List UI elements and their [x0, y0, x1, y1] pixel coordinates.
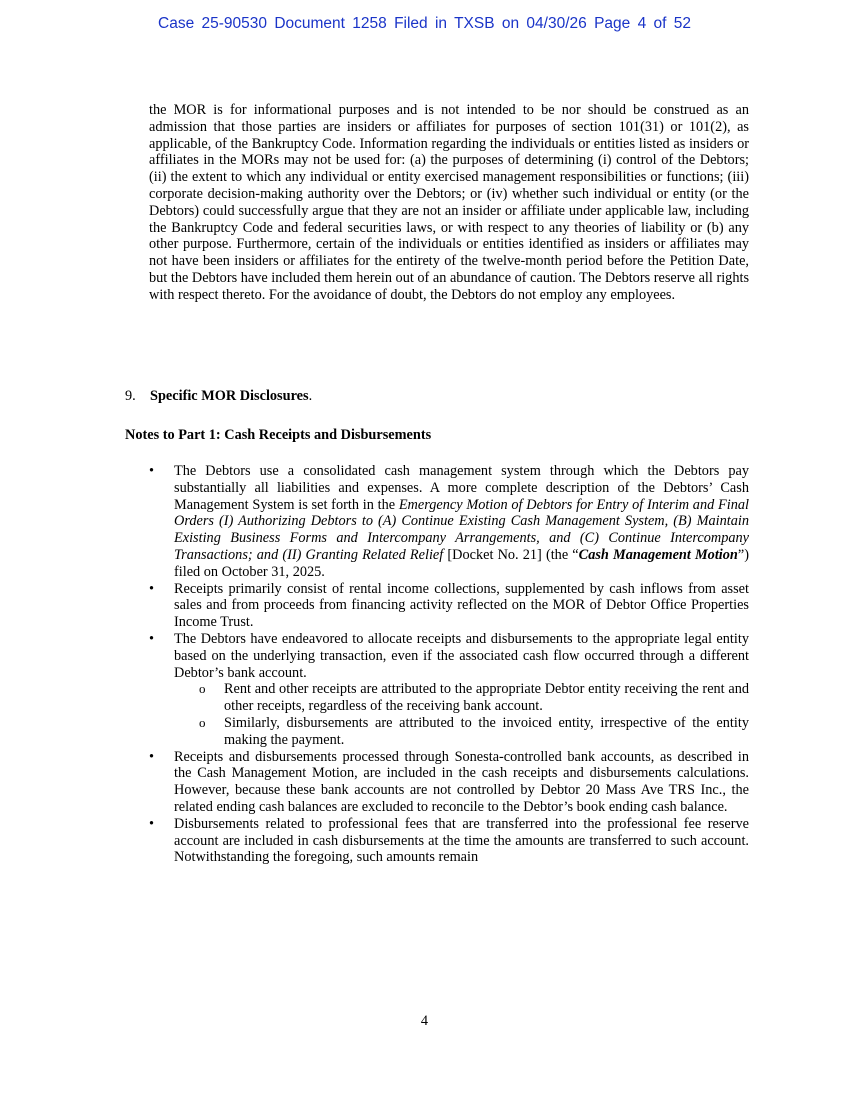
notes-heading: Notes to Part 1: Cash Receipts and Disbursements [125, 427, 432, 443]
section-number: 9. [125, 388, 136, 404]
bullet-text: The Debtors use a consolidated cash management system through which the Debtors pay substantially all liabilities and expenses. A more complete description of the Debtors’ Cash Management System is set forth in the [174, 463, 749, 513]
list-item: • Receipts and disbursements processed through Sonesta-controlled bank accounts, as described in the Cash Management Motion, are included in the cash receipts and disbursements calculations. However, because these bank accounts are not controlled by Debtor 20 Mass Ave TRS Inc., the related ending cash balances are excluded to reconcile to the Debtor’s book ending cash balance. [149, 749, 749, 816]
sub-list-item: o Similarly, disbursements are attributed to the invoiced entity, irrespective of the entity making the payment. [174, 715, 749, 749]
list-item [149, 463, 749, 581]
filed-info: Filed in TXSB on 04/30/26 [394, 15, 587, 32]
ecf-header [0, 15, 849, 33]
document-number: Document 1258 [274, 15, 387, 32]
section-title: Specific MOR Disclosures [150, 388, 309, 404]
disclosure-list [149, 463, 749, 866]
list-item [149, 631, 749, 749]
section-heading [125, 388, 312, 405]
bullet-text: ”) filed on October 31, 2025. [174, 546, 749, 580]
defined-term: Cash Management Motion [578, 546, 738, 563]
page-info: Page 4 of 52 [594, 15, 691, 32]
sub-list-item: o Rent and other receipts are attributed to the appropriate Debtor entity receiving the rent and other receipts, regardless of the receiving bank account. [174, 681, 749, 715]
bullet-text: The Debtors have endeavored to allocate receipts and disbursements to the appropriate legal entity based on the underlying transaction, even if the associated cash flow occurred through a different Debtor’s bank account. [174, 630, 749, 681]
bullet-text: [Docket No. 21] (the “ [443, 546, 579, 563]
intro-paragraph: the MOR is for informational purposes and is not intended to be nor should be construed as an admission that those parties are insiders or affiliates for purposes of section 101(31) or 101(2), as applicable, of the Bankruptcy Code. Information regarding the individuals or entities listed as insiders or affiliates in the MORs may not be used for: (a) the purposes of determining (i) control of the Debtors; (ii) the extent to which any individual or entity exercised management responsibilities or functions; (iii) corporate decision-making authority over the Debtors; or (iv) whether such individual or entity (or the Debtors) could successfully argue that they are not an insider or affiliate under applicable law, including the Bankruptcy Code and federal securities laws, or with respect to any theories of liability or (b) any other purpose. Furthermore, certain of the individuals or entities identified as insiders or affiliates may not have been insiders or affiliates for the entirety of the twelve-month period before the Petition Date, but the Debtors have included them herein out of an abundance of caution. The Debtors reserve all rights with respect thereto. For the avoidance of doubt, the Debtors do not employ any employees. [149, 102, 750, 303]
case-number: Case 25-90530 [158, 15, 268, 32]
list-item: • Receipts primarily consist of rental income collections, supplemented by cash inflows from asset sales and from proceeds from financing activity reflected on the MOR of Debtor Office Properties Income Trust. [149, 581, 749, 631]
motion-title: Emergency Motion of Debtors for Entry of Interim and Final Orders (I) Authorizing Debtors to (A) Continue Existing Cash Management System, (B) Maintain Existing Business Forms and Intercompany Arrangements, and (C) Continue Intercompany Transactions; and (II) Granting Related Relief [174, 496, 749, 563]
section-period: . [308, 388, 313, 404]
sub-list [174, 681, 749, 748]
list-item: • Disbursements related to professional fees that are transferred into the professional fee reserve account are included in cash disbursements at the time the amounts are transferred to such account. Notwithstanding the foregoing, such amounts remain [149, 816, 749, 866]
page-number: 4 [420, 1013, 429, 1029]
